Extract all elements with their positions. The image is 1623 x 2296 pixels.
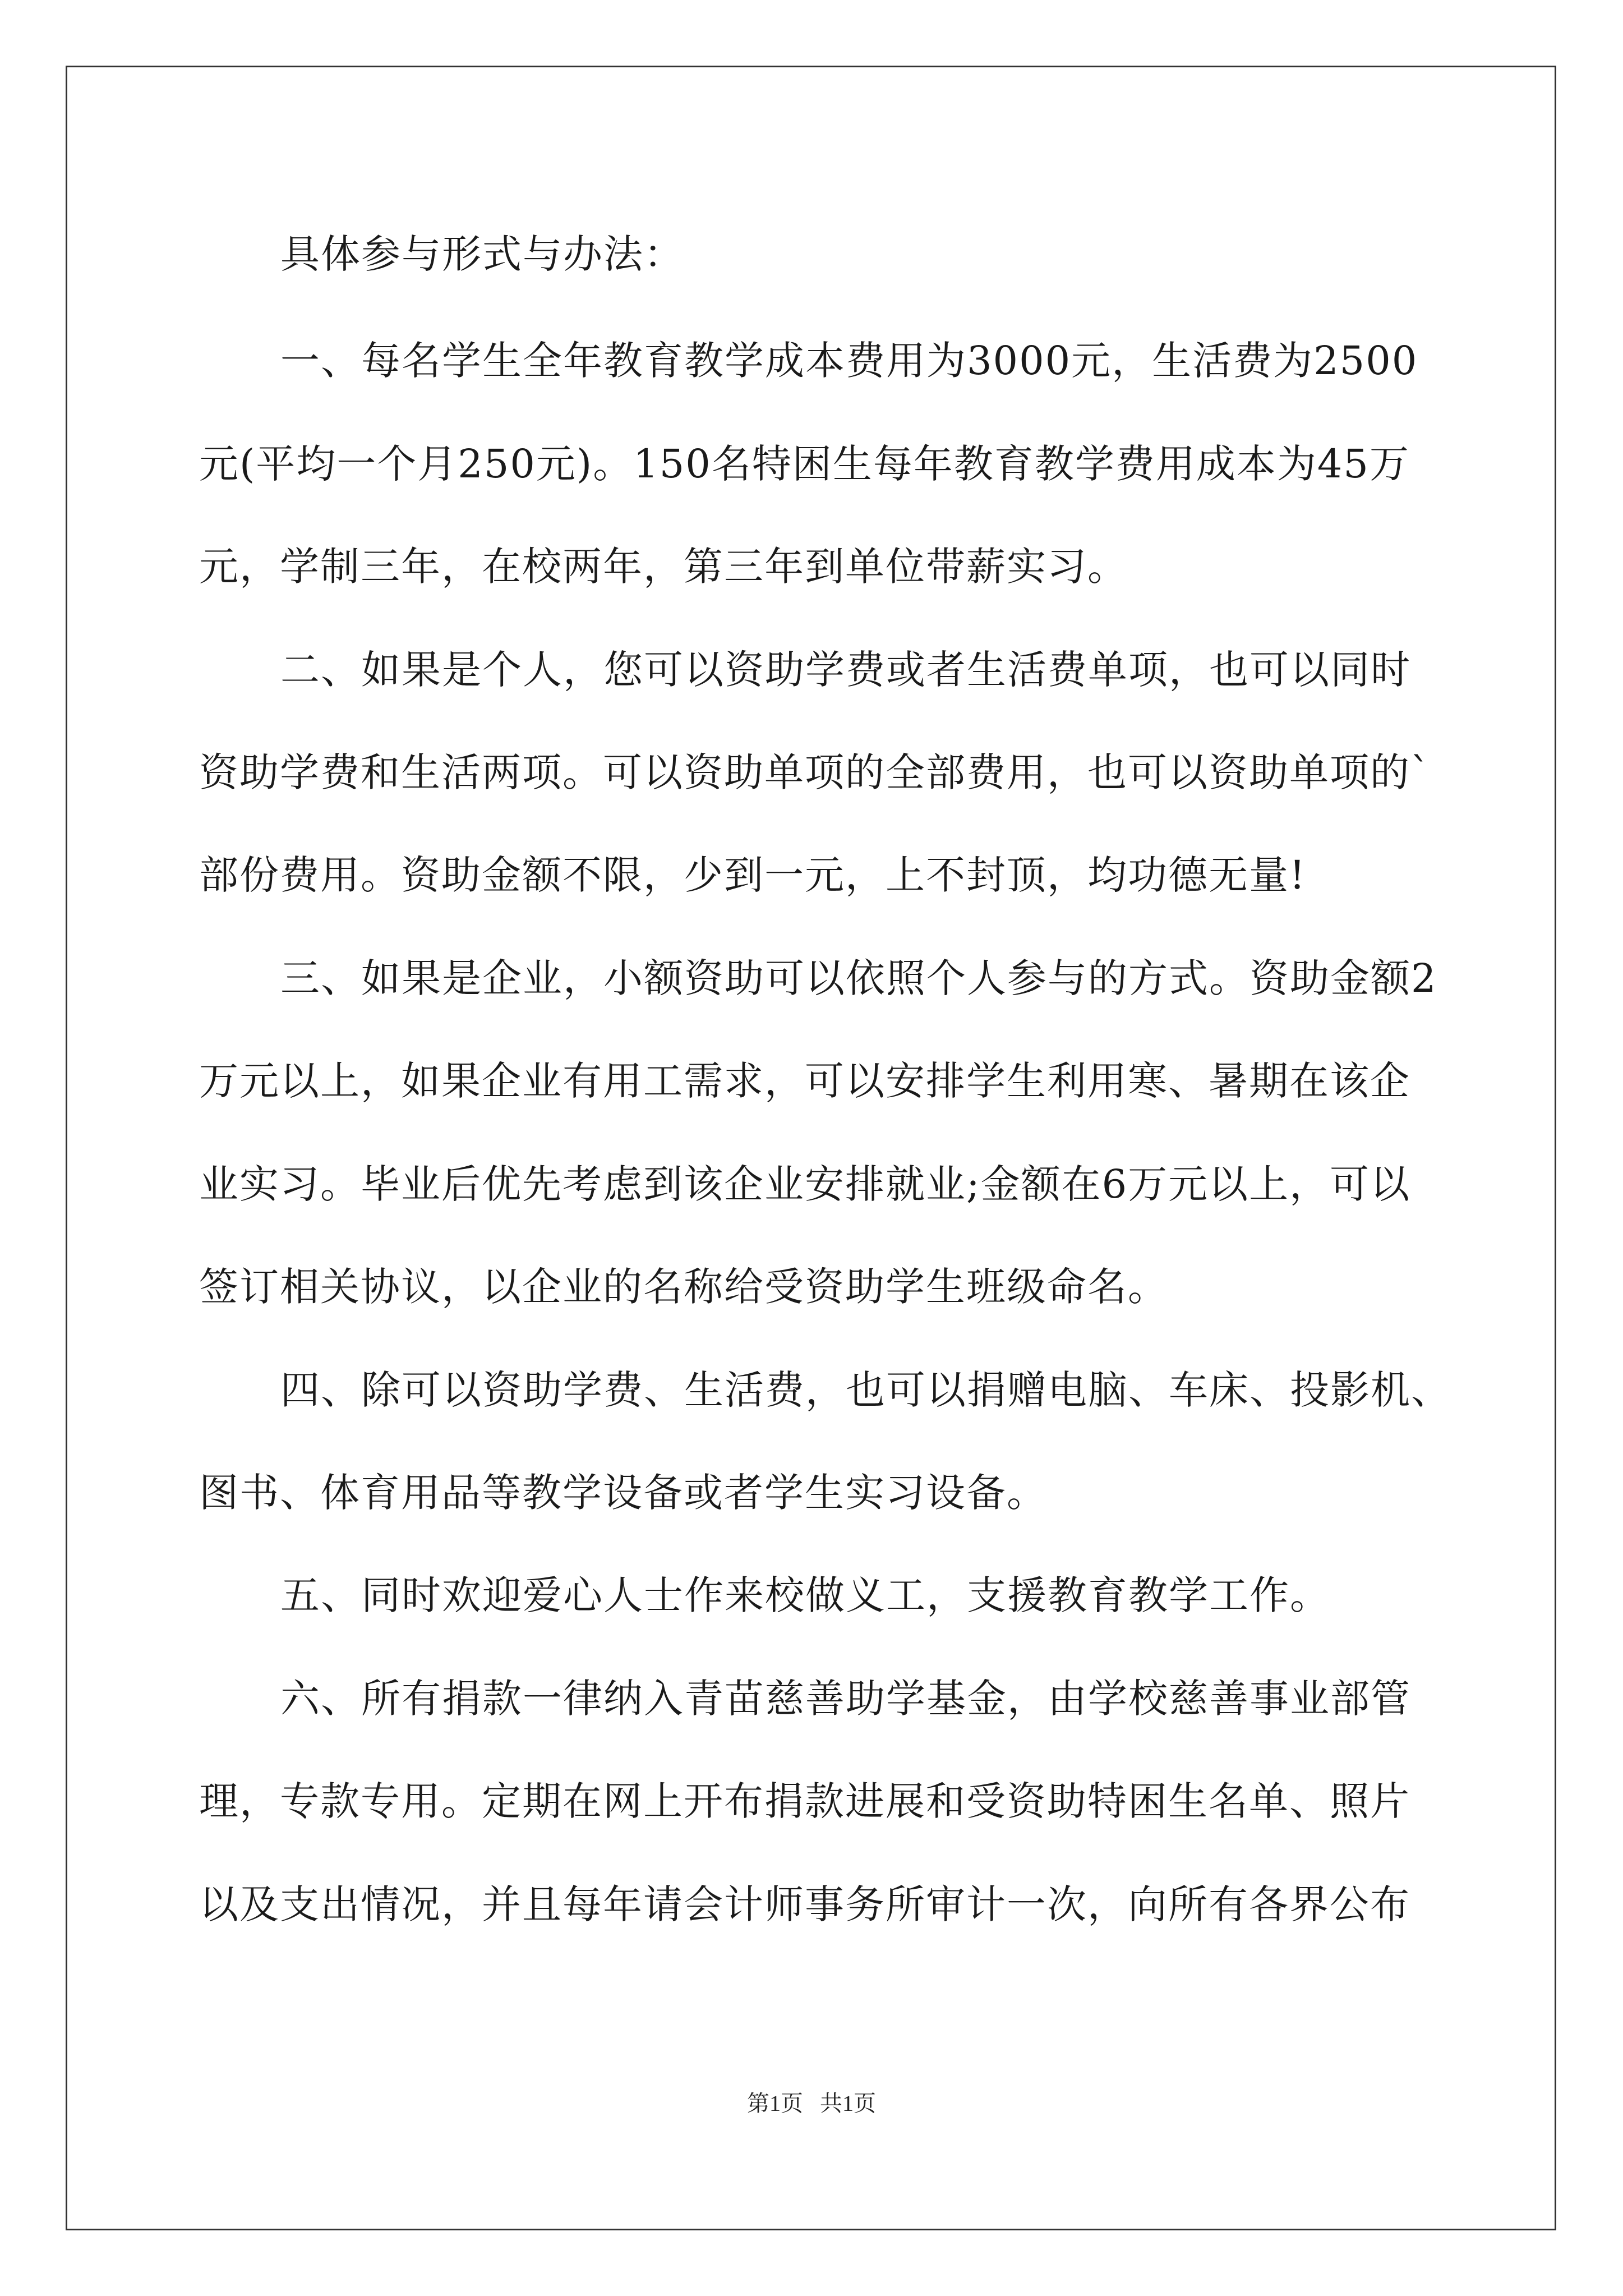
item-3-line-1: 三、如果是企业，小额资助可以依照个人参与的方式。资助金额2 bbox=[280, 955, 1437, 1001]
item-5-line-1: 五、同时欢迎爱心人士作来校做义工，支援教育教学工作。 bbox=[280, 1572, 1330, 1618]
item-1-line-3: 元，学制三年，在校两年，第三年到单位带薪实习。 bbox=[199, 544, 1128, 590]
item-6-line-1: 六、所有捐款一律纳入青苗慈善助学基金，由学校慈善事业部管 bbox=[280, 1676, 1411, 1722]
item-1-line-1: 一、每名学生全年教育教学成本费用为3000元，生活费为2500 bbox=[280, 338, 1418, 384]
item-4-line-1: 四、除可以资助学费、生活费，也可以捐赠电脑、车床、投影机、 bbox=[280, 1367, 1451, 1413]
page-number-footer: 第1页 共1页 bbox=[747, 2091, 876, 2116]
item-3-line-2: 万元以上，如果企业有用工需求，可以安排学生利用寒、暑期在该企 bbox=[199, 1058, 1410, 1104]
paragraph-intro-line: 具体参与形式与办法： bbox=[280, 231, 684, 277]
item-2-line-1: 二、如果是个人，您可以资助学费或者生活费单项，也可以同时 bbox=[280, 647, 1411, 693]
item-1-line-2: 元(平均一个月250元)。150名特困生每年教育教学费用成本为45万 bbox=[199, 441, 1410, 487]
item-2-line-2: 资助学费和生活两项。可以资助单项的全部费用，也可以资助单项的` bbox=[199, 749, 1431, 795]
item-2-line-3: 部份费用。资助金额不限，少到一元，上不封顶，均功德无量! bbox=[199, 852, 1307, 898]
item-4-line-2: 图书、体育用品等教学设备或者学生实习设备。 bbox=[199, 1470, 1047, 1516]
item-3-line-4: 签订相关协议，以企业的名称给受资助学生班级命名。 bbox=[199, 1264, 1168, 1310]
item-3-line-3: 业实习。毕业后优先考虑到该企业安排就业;金额在6万元以上，可以 bbox=[199, 1161, 1411, 1207]
item-6-line-3: 以及支出情况，并且每年请会计师事务所审计一次，向所有各界公布 bbox=[199, 1881, 1410, 1927]
item-6-line-2: 理，专款专用。定期在网上开布捐款进展和受资助特困生名单、照片 bbox=[199, 1778, 1410, 1824]
